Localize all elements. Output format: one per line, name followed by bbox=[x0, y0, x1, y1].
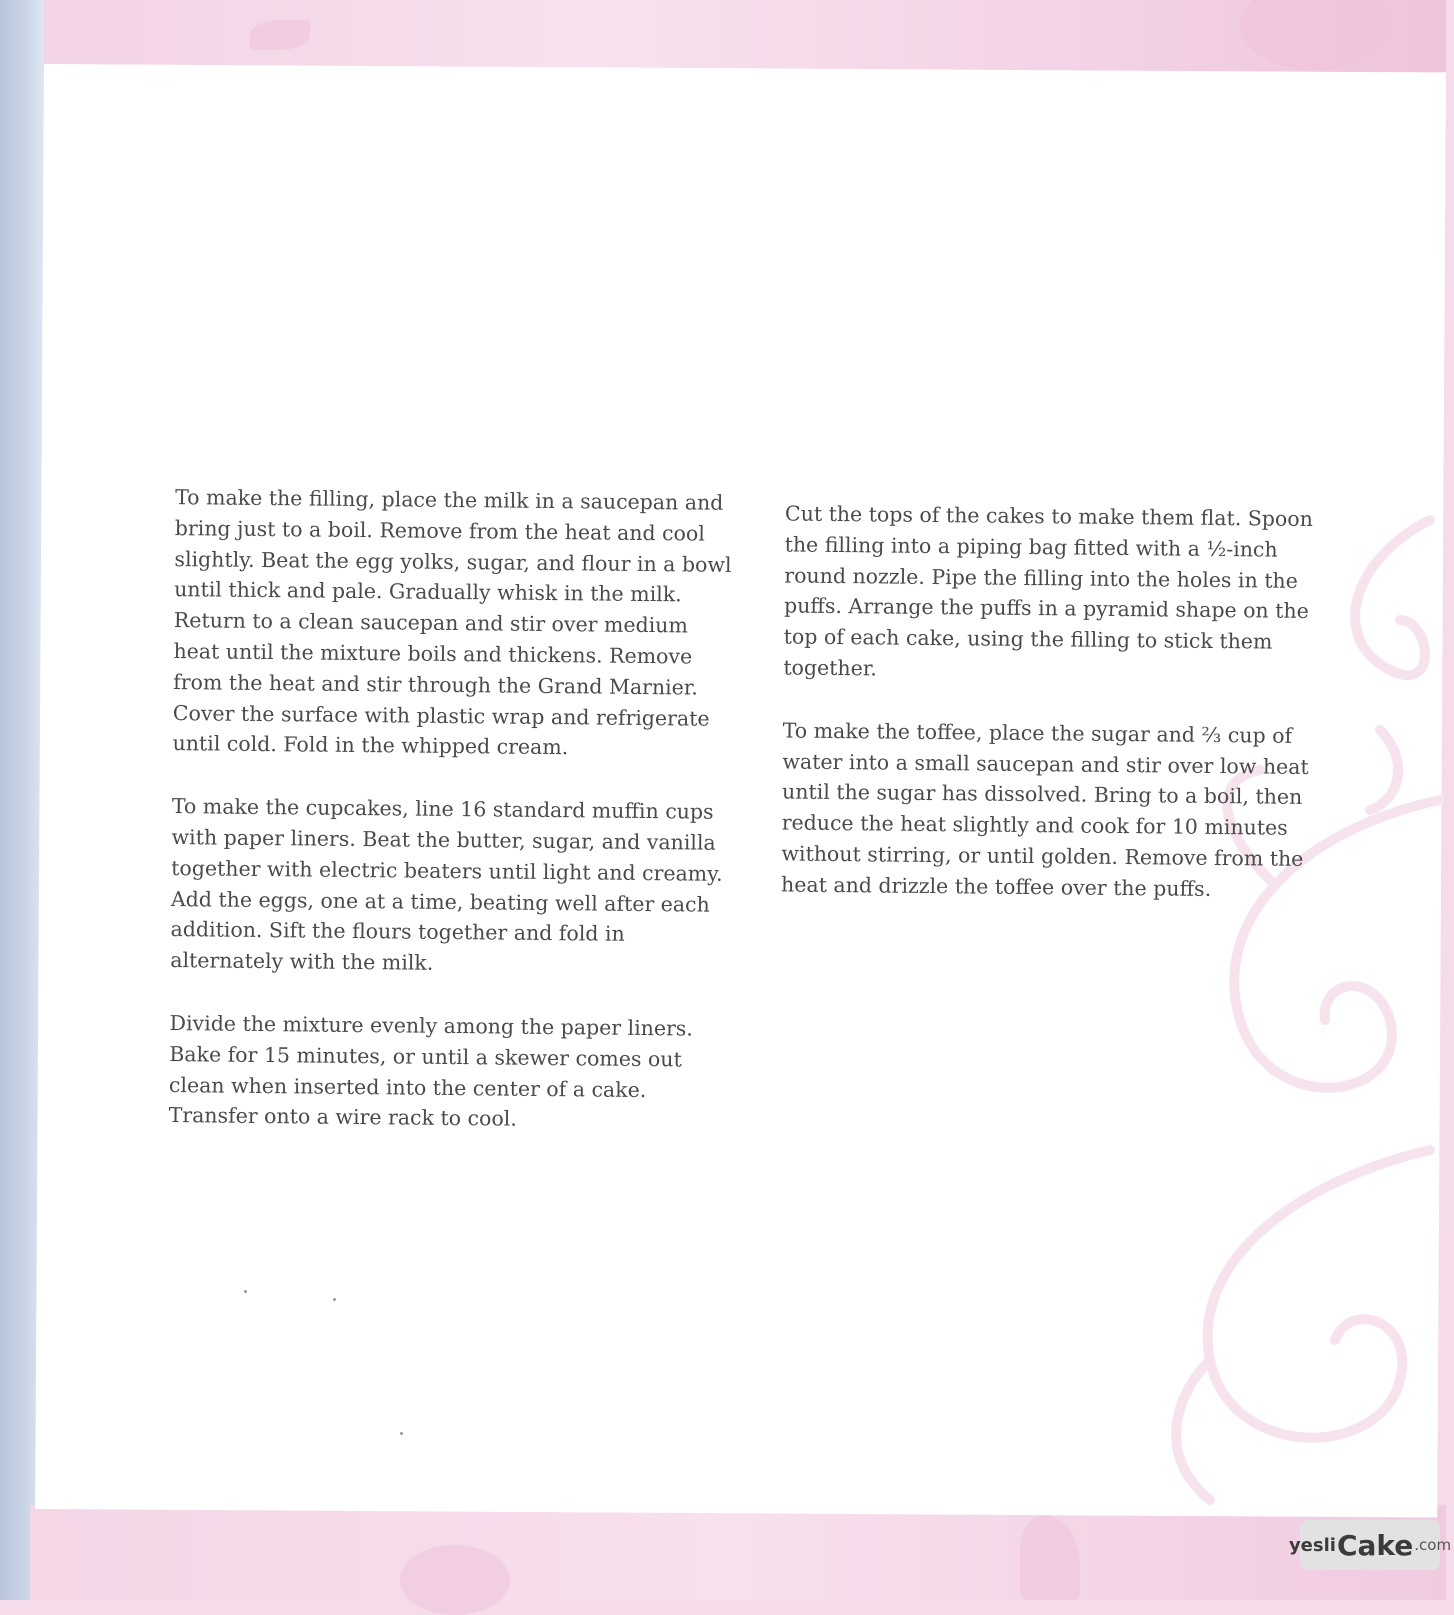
print-speck bbox=[244, 1290, 247, 1293]
left-column bbox=[168, 482, 735, 1169]
toffee-instructions: To make the toffee, place the sugar and ⅔ cup of water into a small saucepan and stir over low heat until the sugar has dissolved. Bring to a boil, then reduce the heat slightly and cook for 10 minutes without stirring, or until golden. Remove from the heat and drizzle the toffee over the puffs. bbox=[780, 718, 1309, 901]
watermark-tld: .com bbox=[1414, 1536, 1452, 1554]
print-speck bbox=[400, 1432, 403, 1435]
watermark-prefix: yesli bbox=[1288, 1534, 1336, 1556]
print-speck bbox=[333, 1298, 336, 1301]
cupcake-instructions: To make the cupcakes, line 16 standard muffin cups with paper liners. Beat the butter, sugar, and vanilla together with electric beaters until light and creamy. Add the eggs, one at a time, beating well after each addition. Sift the flours together and fold in alternately with the milk. bbox=[170, 794, 723, 975]
watermark-big: Cake bbox=[1336, 1528, 1414, 1562]
right-column bbox=[781, 498, 1346, 937]
watermark-logo bbox=[1288, 1520, 1452, 1570]
filling-instructions: To make the filling, place the milk in a saucepan and bring just to a boil. Remove from the heat and cool slightly. Beat the egg yolks, sugar, and flour in a bowl until thick and pale. Gradually whisk in the milk. Return to a clean saucepan and stir over medium heat until the mixture boils and thickens. Remove from the heat and stir through the Grand Marnier. Cover the surface with plastic wrap and refrigerate until cold. Fold in the whipped cream. bbox=[172, 485, 732, 760]
assembly-instructions: Cut the tops of the cakes to make them flat. Spoon the filling into a piping bag fitted with a ½-inch round nozzle. Pipe the filling into the holes in the puffs. Arrange the puffs in a pyramid shape on the top of each cake, using the filling to stick them together. bbox=[783, 501, 1313, 681]
baking-instructions: Divide the mixture evenly among the paper liners. Bake for 15 minutes, or until a skewer comes out clean when inserted into the center of a cake. Transfer onto a wire rack to cool. bbox=[168, 1010, 694, 1132]
